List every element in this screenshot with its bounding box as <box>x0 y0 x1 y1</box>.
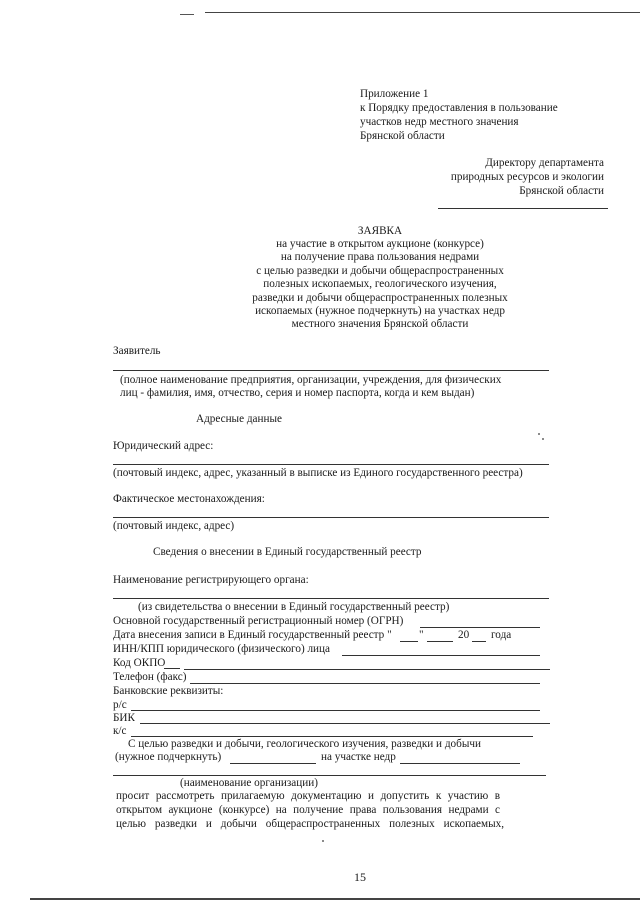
date-month-blank <box>427 641 453 642</box>
organization-blank <box>113 775 546 776</box>
scan-mark <box>180 14 194 15</box>
title-line: местного значения Брянской области <box>291 318 469 330</box>
date-quote: " <box>419 629 424 641</box>
request-line-1: просит рассмотреть прилагаемую документацию и допустить к участию в <box>116 790 500 802</box>
actual-address-blank <box>113 517 549 518</box>
actual-address-hint: (почтовый индекс, адрес) <box>113 520 235 532</box>
legal-address-label: Юридический адрес: <box>113 440 214 452</box>
recipient-line-3: Брянской области <box>519 185 604 197</box>
rs-blank <box>131 710 540 711</box>
doc-heading: ЗАЯВКА <box>357 225 403 237</box>
date-year-suffix: года <box>491 629 512 641</box>
recipient-blank <box>438 208 608 209</box>
bank-label: Банковские реквизиты: <box>113 685 224 697</box>
applicant-blank <box>113 370 549 371</box>
date-day-blank <box>400 641 418 642</box>
registry-heading: Сведения о внесении в Единый государственный реестр <box>153 546 422 558</box>
okpo-underline <box>164 668 180 669</box>
inn-blank <box>342 655 540 656</box>
phone-blank <box>190 683 540 684</box>
request-line-2: открытом аукционе (конкурсе) на получение права пользования недрами с <box>116 804 500 816</box>
scan-top-edge <box>205 12 640 13</box>
bik-label: БИК <box>113 712 135 724</box>
authority-blank <box>113 598 549 599</box>
purpose-type-blank <box>230 763 316 764</box>
annex-line-2: к Порядку предоставления в пользование <box>360 102 558 114</box>
annex-line-3: участков недр местного значения <box>360 116 519 128</box>
scan-speck <box>322 840 324 842</box>
actual-address-label: Фактическое местонахождения: <box>113 493 265 505</box>
legal-address-hint: (почтовый индекс, адрес, указанный в выписке из Единого государственного реестра) <box>113 467 523 479</box>
request-line-3: целью разведки и добычи общераспространенных полезных ископаемых, <box>116 818 504 830</box>
purpose-line-2-prefix: (нужное подчеркнуть) <box>115 751 222 763</box>
scan-speck <box>542 438 544 440</box>
authority-label: Наименование регистрирующего органа: <box>113 574 309 586</box>
scan-bottom-edge <box>30 898 640 900</box>
title-line: с целью разведки и добычи общераспространенных <box>256 265 504 277</box>
ogrn-blank <box>420 627 540 628</box>
scan-speck <box>538 433 540 435</box>
annex-line-1: Приложение 1 <box>360 88 429 100</box>
date-year-blank <box>472 641 486 642</box>
applicant-hint-2: лиц - фамилия, имя, отчество, серия и номер паспорта, когда и кем выдан) <box>120 387 475 399</box>
annex-line-4: Брянской области <box>360 130 445 142</box>
address-heading: Адресные данные <box>196 413 282 425</box>
title-line: разведки и добычи общераспространенных полезных <box>252 292 508 304</box>
date-label: Дата внесения записи в Единый государственный реестр " <box>113 629 392 641</box>
ogrn-label: Основной государственный регистрационный номер (ОГРН) <box>113 615 404 627</box>
purpose-site-blank <box>400 763 520 764</box>
title-line: полезных ископаемых, геологического изучения, <box>263 278 497 290</box>
purpose-line-2-mid: на участке недр <box>321 751 396 763</box>
okpo-blank <box>184 669 550 670</box>
phone-label: Телефон (факс) <box>113 671 187 683</box>
legal-address-blank <box>113 464 549 465</box>
title-line: на получение права пользования недрами <box>280 251 480 263</box>
organization-hint: (наименование организации) <box>180 777 318 789</box>
okpo-label: Код ОКПО <box>113 657 166 669</box>
title-line: на участие в открытом аукционе (конкурсе) <box>276 238 484 250</box>
recipient-line-1: Директору департамента <box>485 157 604 169</box>
inn-label: ИНН/КПП юридического (физического) лица <box>113 643 330 655</box>
date-year-prefix: 20 <box>458 629 470 641</box>
bik-blank <box>140 723 550 724</box>
ks-blank <box>131 736 533 737</box>
page-number: 15 <box>354 870 366 884</box>
authority-hint: (из свидетельства о внесении в Единый государственный реестр) <box>138 601 450 613</box>
applicant-hint-1: (полное наименование предприятия, организации, учреждения, для физических <box>120 374 502 386</box>
applicant-label: Заявитель <box>113 345 161 357</box>
ks-label: к/с <box>113 725 127 737</box>
recipient-line-2: природных ресурсов и экологии <box>450 171 604 183</box>
title-line: ископаемых (нужное подчеркнуть) на участках недр <box>255 305 505 317</box>
rs-label: р/с <box>113 699 127 711</box>
purpose-line-1: С целью разведки и добычи, геологического изучения, разведки и добычи <box>128 738 481 750</box>
